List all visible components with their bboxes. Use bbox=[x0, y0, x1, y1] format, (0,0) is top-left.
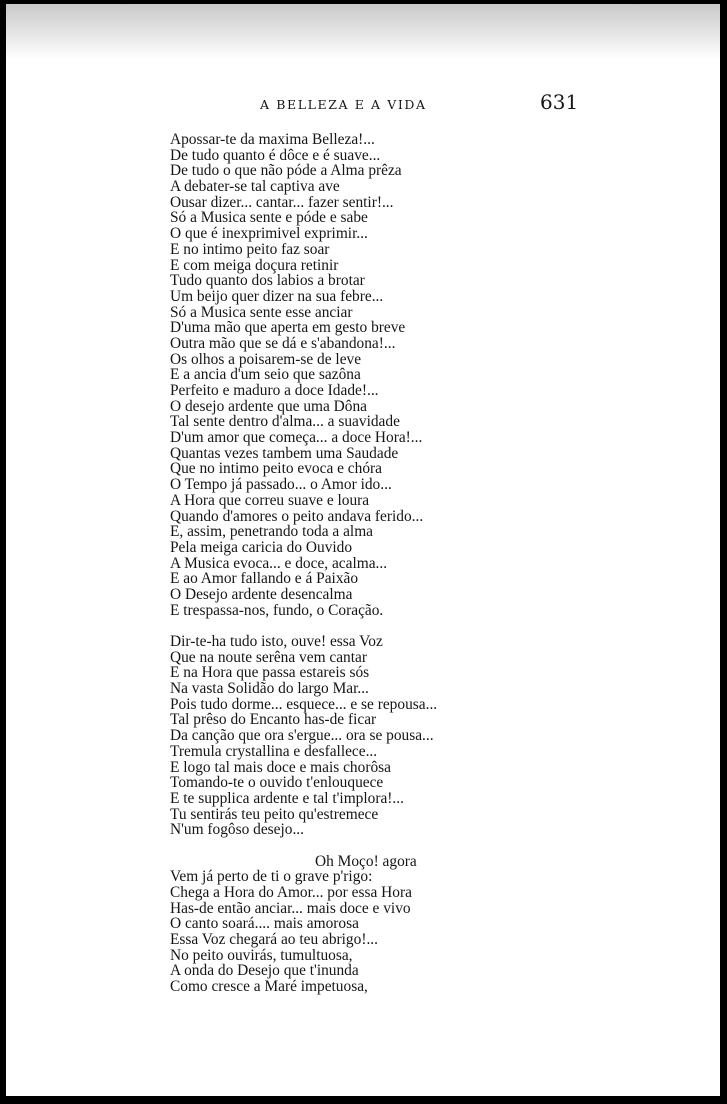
running-title: A BELLEZA E A VIDA bbox=[260, 97, 427, 112]
verse-line: E no intimo peito faz soar bbox=[170, 240, 330, 258]
verse-line: E te supplica ardente e tal t'implora!... bbox=[170, 789, 404, 807]
stanza-3 bbox=[170, 854, 680, 995]
indented-verse-line: Oh Moço! agora bbox=[315, 852, 417, 870]
verse-line: Outra mão que se dá e s'abandona!... bbox=[170, 334, 396, 352]
verse-line: E na Hora que passa estareis sós bbox=[170, 664, 370, 682]
verse-line: A debater-se tal captiva ave bbox=[170, 178, 340, 196]
verse-line: Quantas vezes tambem uma Saudade bbox=[170, 444, 399, 462]
verse-line: O canto soará.... mais amorosa bbox=[170, 915, 359, 933]
stanza-break bbox=[170, 618, 680, 634]
verse-line: Pela meiga caricia do Ouvido bbox=[170, 538, 353, 556]
stanza-2 bbox=[170, 634, 680, 838]
verse-line: De tudo quanto é dôce e é suave... bbox=[170, 146, 381, 164]
verse-line: E logo tal mais doce e mais chorôsa bbox=[170, 758, 391, 776]
verse-line: Na vasta Solidão do largo Mar... bbox=[170, 680, 369, 698]
verse-line: Quando d'amores o peito andava ferido... bbox=[170, 507, 424, 525]
verse-line: Pois tudo dorme... esquece... e se repousa... bbox=[170, 695, 438, 713]
verse-line: A Hora que correu suave e loura bbox=[170, 491, 370, 509]
stanza-1 bbox=[170, 132, 680, 618]
verse-line: E com meiga doçura retinir bbox=[170, 256, 339, 274]
verse-line: O Tempo já passado... o Amor ido... bbox=[170, 476, 392, 494]
verse-line: Tal prêso do Encanto has-de ficar bbox=[170, 711, 377, 729]
verse-line: Um beijo quer dizer na sua febre... bbox=[170, 287, 384, 305]
verse-line: Dir-te-ha tudo isto, ouve! essa Voz bbox=[170, 633, 383, 650]
verse-line: A Musica evoca... e doce, acalma... bbox=[170, 554, 388, 572]
poem-body bbox=[170, 132, 680, 995]
verse-line: Só a Musica sente esse anciar bbox=[170, 303, 353, 321]
verse-line: Que na noute serêna vem cantar bbox=[170, 648, 367, 666]
verse-line: E ao Amor fallando e á Paixão bbox=[170, 570, 359, 588]
page-header bbox=[6, 90, 720, 120]
verse-line: Chega a Hora do Amor... por essa Hora bbox=[170, 884, 412, 901]
verse-line: Que no intimo peito evoca e chóra bbox=[170, 460, 382, 478]
verse-line: De tudo o que não póde a Alma prêza bbox=[170, 162, 402, 180]
verse-line: Tal sente dentro d'alma... a suavidade bbox=[170, 413, 400, 431]
verse-line: O desejo ardente que uma Dôna bbox=[170, 397, 368, 415]
verse-line: Essa Voz chegará ao teu abrigo!... bbox=[170, 931, 378, 949]
verse-line: Tomando-te o ouvido t'enlouquece bbox=[170, 774, 384, 792]
verse-line: Ousar dizer... cantar... fazer sentir!... bbox=[170, 193, 394, 211]
verse-line: Da canção que ora s'ergue... ora se pousa... bbox=[170, 727, 434, 745]
verse-line: Tu sentirás teu peito qu'estremece bbox=[170, 805, 379, 823]
verse-line: A onda do Desejo que t'inunda bbox=[170, 962, 359, 980]
verse-line: N'um fogôso desejo... bbox=[170, 821, 305, 839]
verse-line: Apossar-te da maxima Belleza!... bbox=[170, 131, 375, 148]
verse-line: Só a Musica sente e póde e sabe bbox=[170, 209, 368, 227]
verse-line: O que é inexprimivel exprimir... bbox=[170, 225, 368, 243]
verse-line: No peito ouvirás, tumultuosa, bbox=[170, 946, 353, 964]
verse-line: Tudo quanto dos labios a brotar bbox=[170, 272, 365, 290]
verse-line: O Desejo ardente desencalma bbox=[170, 585, 353, 603]
verse-line: E, assim, penetrando toda a alma bbox=[170, 523, 374, 541]
stanza-break bbox=[170, 838, 680, 854]
verse-line: Os olhos a poisarem-se de leve bbox=[170, 350, 362, 368]
verse-line: Como cresce a Maré impetuosa, bbox=[170, 978, 368, 996]
verse-line: Tremula crystallina e desfallece... bbox=[170, 742, 378, 760]
scan-shadow bbox=[6, 4, 720, 60]
verse-line: D'um amor que começa... a doce Hora!... bbox=[170, 429, 423, 447]
page-number: 631 bbox=[540, 90, 579, 114]
verse-line: Perfeito e maduro a doce Idade!... bbox=[170, 382, 379, 399]
verse-line: D'uma mão que aperta em gesto breve bbox=[170, 319, 406, 337]
verse-line: E a ancia d'um seio que sazôna bbox=[170, 366, 361, 384]
verse-line: E trespassa-nos, fundo, o Coração. bbox=[170, 601, 384, 619]
verse-line: Has-de então anciar... mais doce e vivo bbox=[170, 899, 411, 917]
book-page bbox=[6, 4, 720, 1096]
verse-line: Vem já perto de ti o grave p'rigo: bbox=[170, 868, 373, 886]
